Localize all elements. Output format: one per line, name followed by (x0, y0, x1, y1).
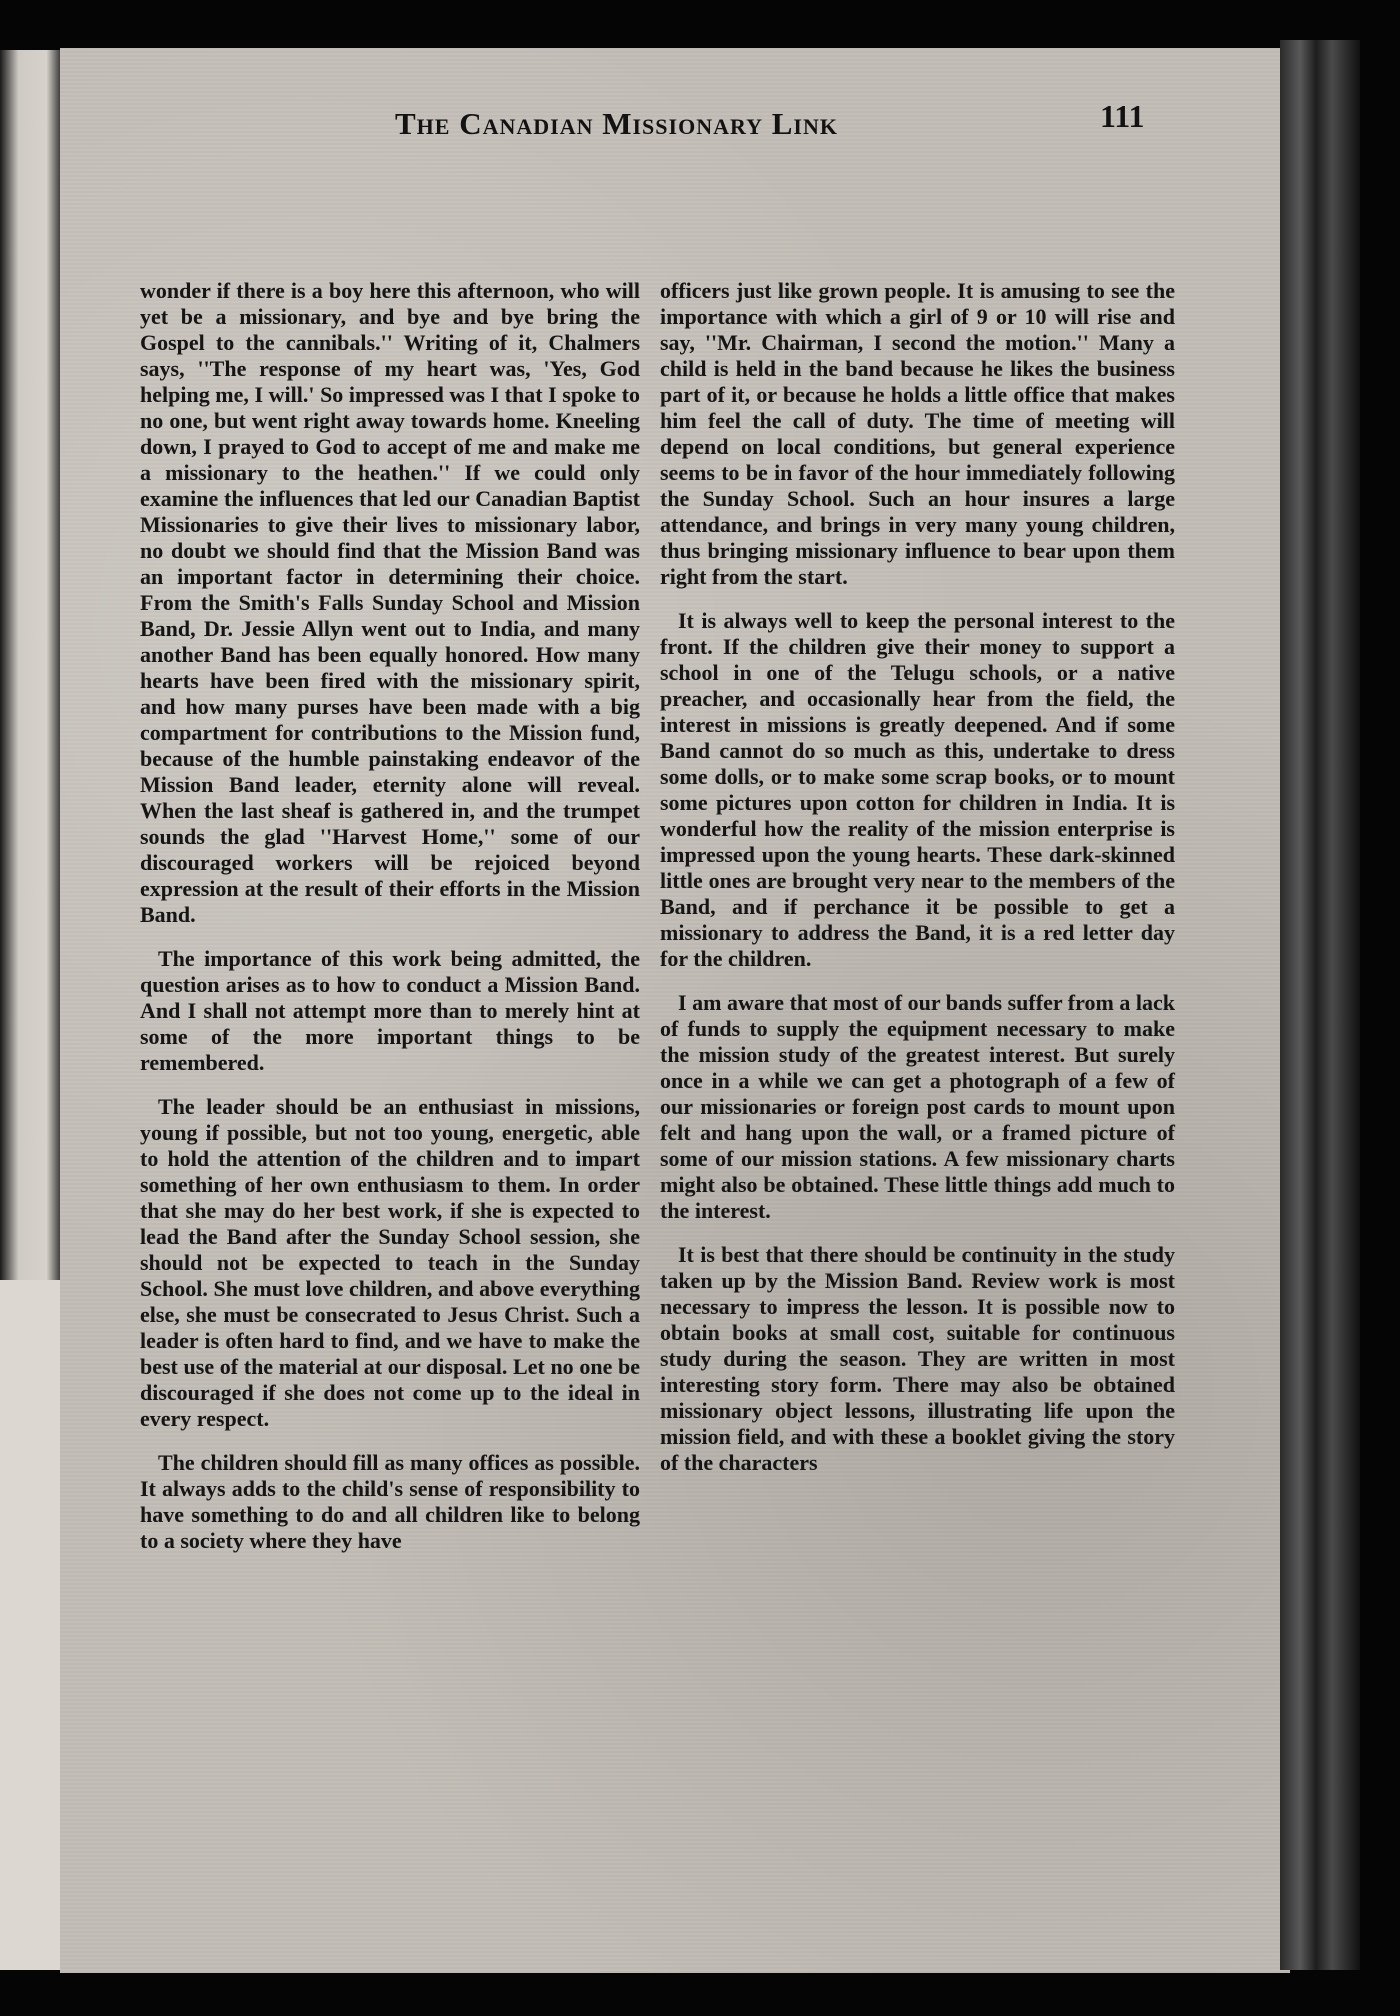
right-column (660, 278, 1175, 1494)
paragraph: The importance of this work being admitted, the question arises as to how to conduct a Mission Band. And I shall not attempt more than to merely hint at some of the more important things to be remembered. (140, 946, 640, 1075)
book-binding (1280, 40, 1360, 1970)
adjacent-page-tab (0, 1280, 62, 1970)
left-column (140, 278, 640, 1572)
page-number: 111 (1100, 98, 1145, 134)
running-title: The Canadian Missionary Link (395, 106, 838, 141)
paragraph: I am aware that most of our bands suffer from a lack of funds to supply the equipment necessary to make the mission study of the greatest interest. But surely once in a while we can get a photograph of a few of our missionaries or foreign post cards to mount upon felt and hang upon the wall, or a framed picture of some of our mission stations. A few missionary charts might also be obtained. These little things add much to the interest. (660, 990, 1175, 1223)
paragraph: officers just like grown people. It is amusing to see the importance with which a girl of 9 or 10 will rise and say, ''Mr. Chairman, I second the motion.'' Many a child is held in the band because he likes the business part of it, or because he holds a little office that makes him feel the call of duty. The time of meeting will depend on local conditions, but general experience seems to be in favor of the hour immediately following the Sunday School. Such an hour insures a large attendance, and brings in very many young children, thus bringing missionary influence to bear upon them right from the start. (660, 278, 1175, 589)
adjacent-page-edge (0, 50, 62, 1970)
paragraph: It is always well to keep the personal interest to the front. If the children give their money to support a school in one of the Telugu schools, or a native preacher, and occasionally hear from the field, the interest in missions is greatly deepened. And if some Band cannot do so much as this, undertake to dress some dolls, or to make some scrap books, or to mount some pictures upon cotton for children in India. It is wonderful how the reality of the mission enterprise is impressed upon the young hearts. These dark-skinned little ones are brought very near to the members of the Band, and if perchance it be possible to get a missionary to address the Band, it is a red letter day for the children. (660, 608, 1175, 971)
paragraph: wonder if there is a boy here this afternoon, who will yet be a missionary, and bye and bye bring the Gospel to the cannibals.'' Writing of it, Chalmers says, ''The response of my heart was, 'Yes, God helping me, I will.' So impressed was I that I spoke to no one, but went right away towards home. Kneeling down, I prayed to God to accept of me and make me a missionary to the heathen.'' If we could only examine the influences that led our Canadian Baptist Missionaries to give their lives to missionary labor, no doubt we should find that the Mission Band was an important factor in determining their choice. From the Smith's Falls Sunday School and Mission Band, Dr. Jessie Allyn went out to India, and many another Band has been equally honored. How many hearts have been fired with the missionary spirit, and how many purses have been made with a big compartment for contributions to the Mission fund, because of the humble painstaking endeavor of the Mission Band leader, eternity alone will reveal. When the last sheaf is gathered in, and the trumpet sounds the glad ''Harvest Home,'' some of our discouraged workers will be rejoiced beyond expression at the result of their efforts in the Mission Band. (140, 278, 640, 927)
paragraph: The leader should be an enthusiast in missions, young if possible, but not too young, energetic, able to hold the attention of the children and to impart something of her own enthusiasm to them. In order that she may do her best work, if she is expected to lead the Band after the Sunday School session, she should not be expected to teach in the Sunday School. She must love children, and above everything else, she must be consecrated to Jesus Christ. Such a leader is often hard to find, and we have to make the best use of the material at our disposal. Let no one be discouraged if she does not come up to the ideal in every respect. (140, 1094, 640, 1431)
paragraph: It is best that there should be continuity in the study taken up by the Mission Band. Review work is most necessary to impress the lesson. It is possible now to obtain books at small cost, suitable for continuous study during the season. They are written in most interesting story form. There may also be obtained missionary object lessons, illustrating life upon the mission field, and with these a booklet giving the story of the characters (660, 1242, 1175, 1475)
scanned-page (60, 48, 1290, 1973)
paragraph: The children should fill as many offices as possible. It always adds to the child's sense of responsibility to have something to do and all children like to belong to a society where they have (140, 1450, 640, 1553)
